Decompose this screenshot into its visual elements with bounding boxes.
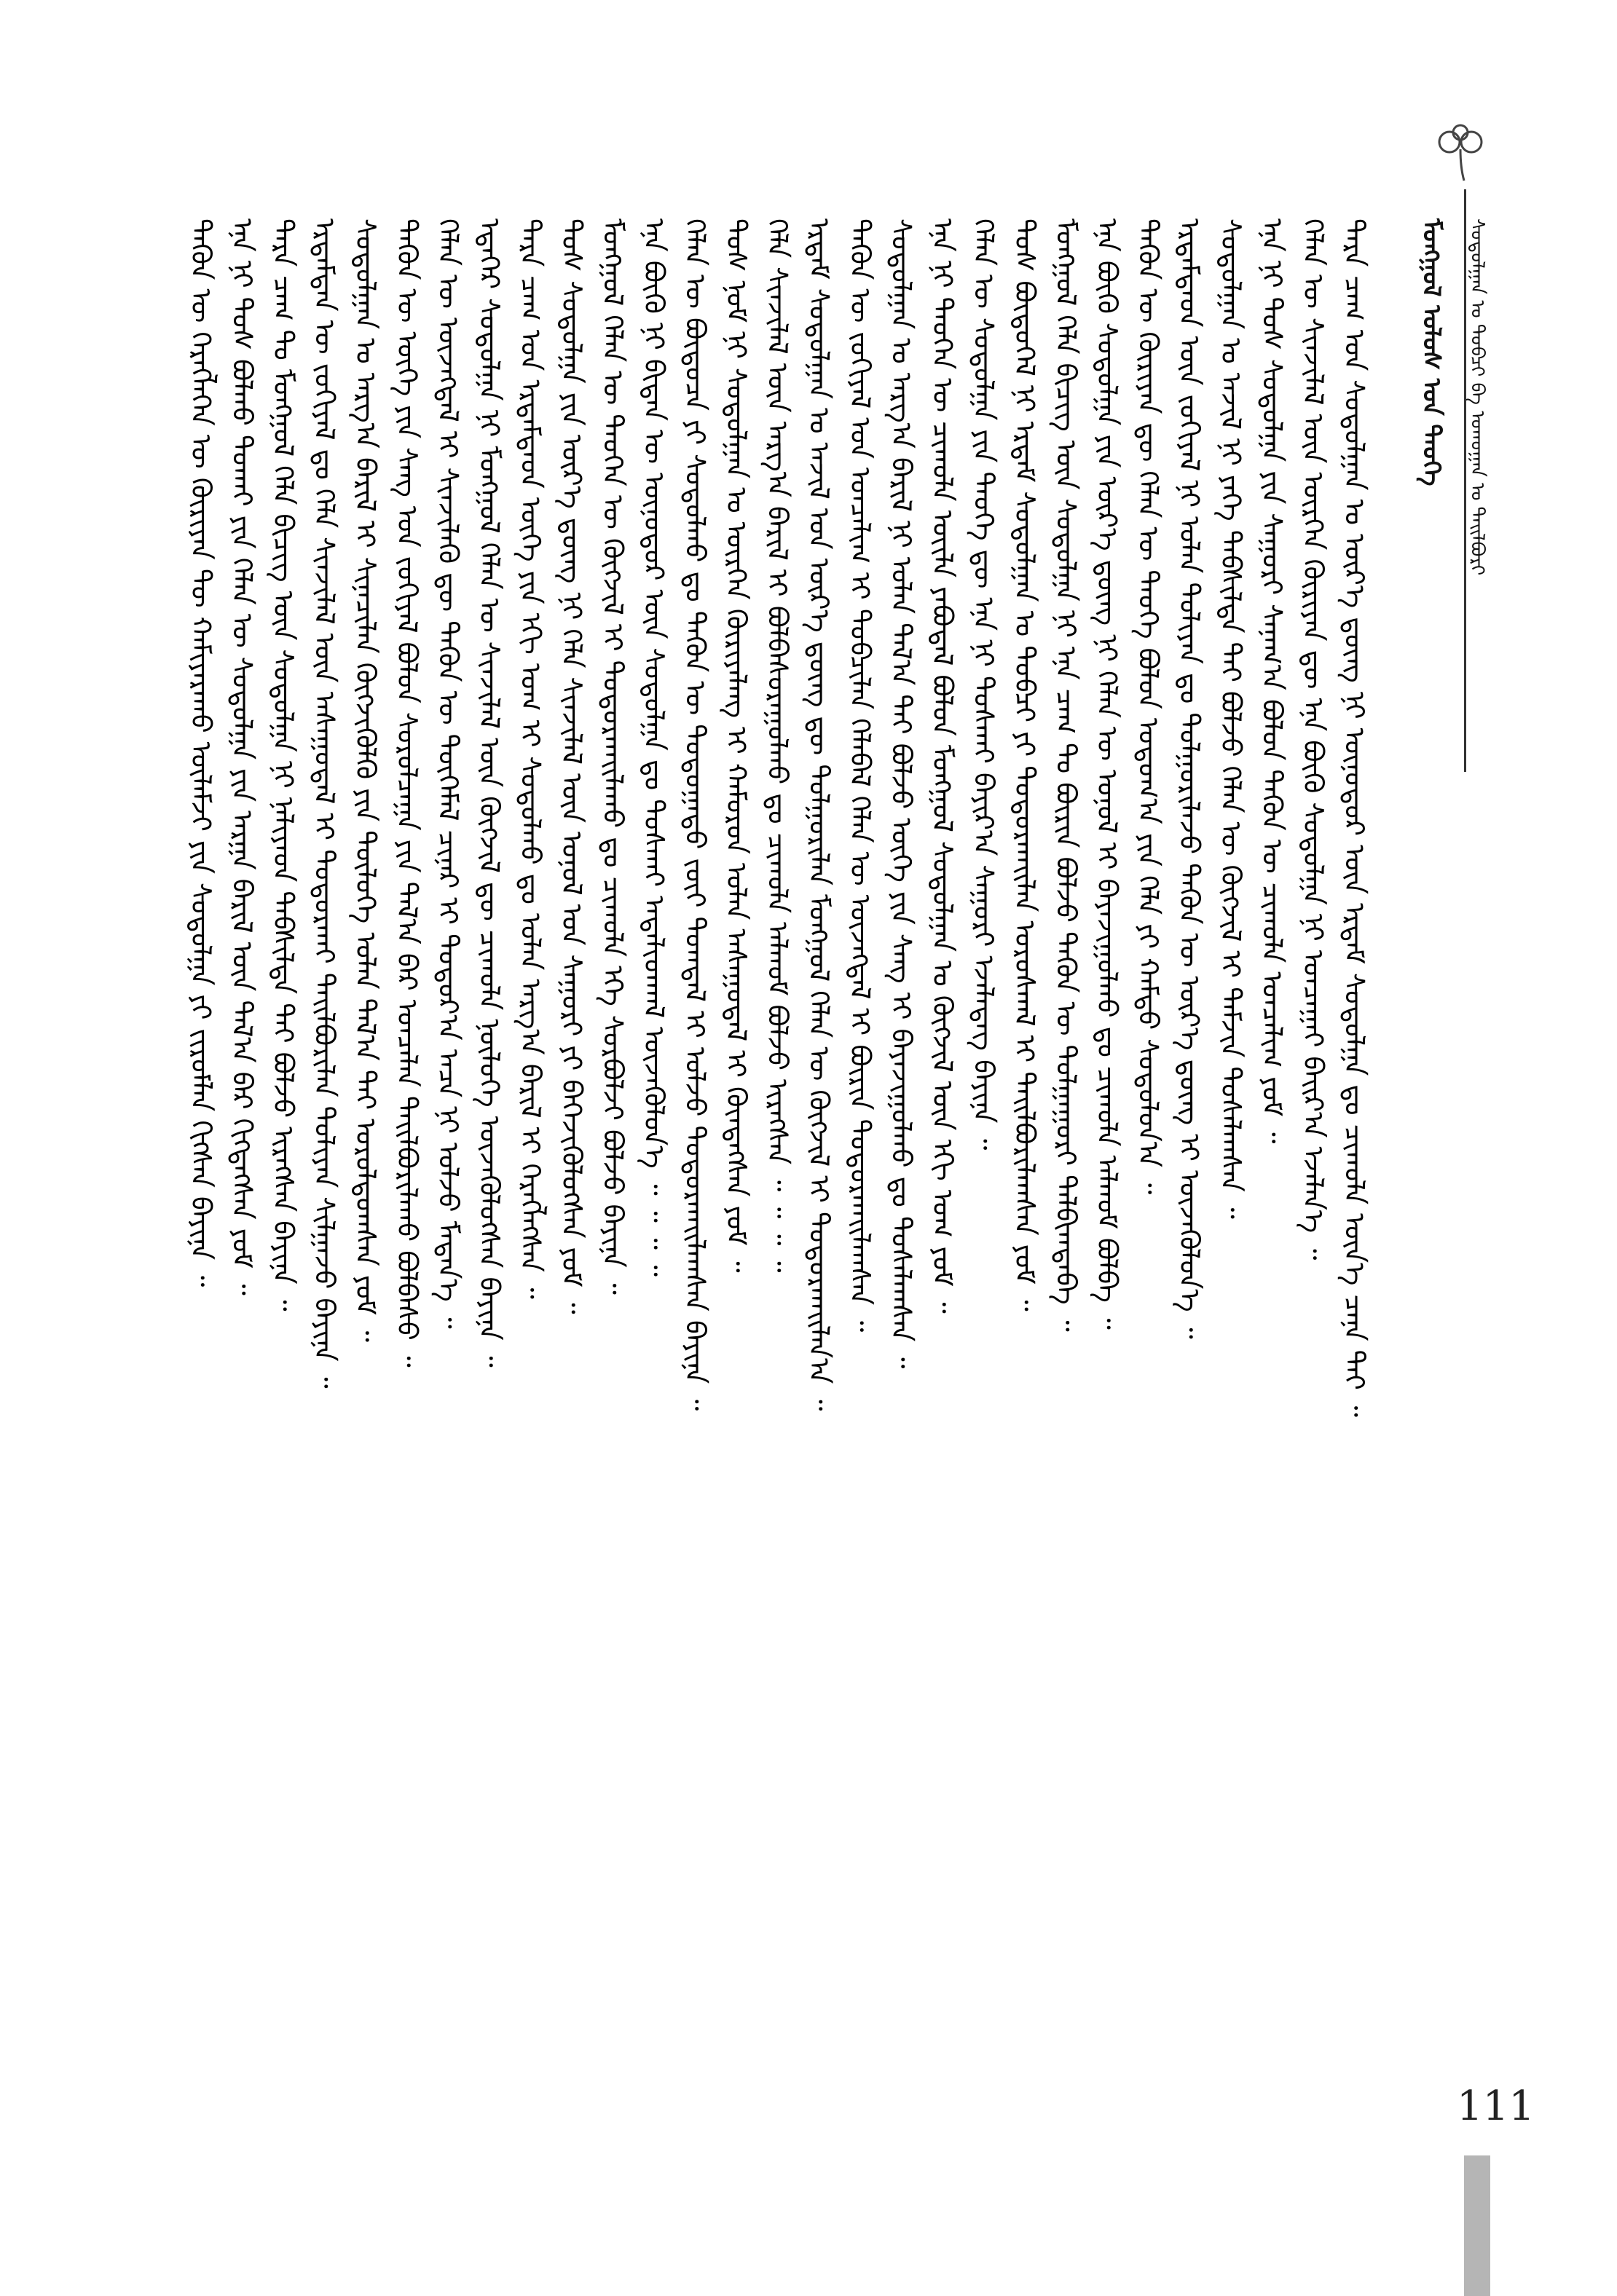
text-column: ᠡᠨᠡ ᠨᠢ ᠲᠤᠰ ᠪᠣᠯᠬᠤ ᠲᠤᠬᠠᠢ ᠶᠢᠨ ᠬᠡᠯᠡᠨ ᠦ ᠰᠤᠳᠤᠯᠭᠠ ᠶᠢᠨ ᠠᠷᠭᠠ ᠪᠠᠷᠢᠯ ᠦᠨ ᠲᠠᠯ᠎ᠠ ᠪᠠᠷ ᠬᠢᠭᠳᠡᠭᠰᠡᠨ ᠶᠤᠮ ᠃	[226, 218, 259, 1295]
text-column: ᠬᠡᠯᠡᠨ ᠦ ᠰᠤᠳᠤᠯᠭᠠ ᠶᠢᠨ ᠲᠡᠦᠬᠡ ᠳᠦ ᠡᠨᠡ ᠨᠢ ᠲᠤᠰᠬᠠᠢ ᠪᠠᠶᠢᠷ᠎ᠠ ᠰᠠᠭᠤᠷᠢ ᠡᠵᠡᠯᠡᠳᠡᠭ ᠪᠠᠶᠢᠨᠠ ᠃	[967, 218, 1000, 1151]
text-column: ᠡᠨᠡ ᠨᠢ ᠲᠡᠦᠬᠡᠨ ᠦ ᠴᠢᠬᠤᠯᠠ ᠦᠢᠯᠡ ᠶᠠᠪᠤᠳᠠᠯ ᠪᠣᠯᠣᠨ ᠮᠣᠩᠭᠣᠯ ᠰᠤᠳᠤᠯᠭᠠᠨ ᠤ ᠬᠥᠭᠵᠢᠯ ᠦᠨ ᠡᠬᠢ ᠤᠭ ᠶᠤᠮ ᠃	[926, 218, 959, 1314]
text-column: ᠰᠤᠳᠤᠯᠭᠠᠨ ᠤ ᠠᠷᠭ᠎ᠠ ᠪᠠᠷᠢᠯ ᠨᠢ ᠣᠯᠠᠨ ᠲᠠᠯ᠎ᠠ ᠲᠠᠢ ᠪᠣᠯᠵᠤ ᠦᠭᠡ ᠶᠢᠨ ᠰᠠᠩ ᠢ ᠪᠠᠶᠠᠵᠢᠭᠤᠯᠬᠤ ᠳᠤ ᠲᠤᠰᠠᠯᠠᠭᠰᠠᠨ ᠃	[885, 218, 918, 1369]
text-column: ᠡᠷᠳᠡᠮ ᠰᠤᠳᠤᠯᠭᠠᠨ ᠤ ᠠᠵᠢᠯ ᠤᠨ ᠦᠷ᠎ᠡ ᠳ᠋ᠦᠩ ᠳᠦ ᠲᠤᠯᠭᠤᠷᠢᠯᠠᠨ ᠮᠣᠩᠭᠣᠯ ᠬᠡᠯᠡᠨ ᠦ ᠬᠥᠭᠵᠢᠯ ᠢ ᠲᠣᠳᠣᠷᠬᠠᠢᠯᠠᠨ᠎ᠠ ᠃	[803, 218, 835, 1411]
text-column: ᠲᠡᠭᠦᠨ ᠦ ᠬᠦᠷᠢᠶᠡᠨ ᠳᠦ ᠬᠡᠯᠡᠨ ᠦ ᠲᠡᠦᠬᠡ ᠪᠣᠯᠣᠨ ᠣᠳᠣᠭ᠎ᠠ ᠶᠢᠨ ᠬᠡᠯᠡ ᠶᠢ ᠬᠠᠮᠲᠤ ᠰᠤᠳᠤᠯᠤᠨ᠎ᠠ ᠃	[1132, 218, 1165, 1195]
page-number: 111	[1457, 2083, 1535, 2130]
text-column: ᠲᠤᠰ ᠨᠣᠮ ᠨᠢ ᠰᠤᠳᠤᠯᠭᠠᠨ ᠤ ᠥᠷᠭᠡᠨ ᠬᠦᠷᠢᠶᠡᠯᠡᠩ ᠢ ᠬᠠᠮᠤᠷᠤᠨ ᠣᠯᠠᠨ ᠠᠰᠠᠭᠤᠳᠠᠯ ᠢ ᠬᠥᠨᠳᠡᠭᠰᠡᠨ ᠶᠤᠮ ᠃	[720, 218, 753, 1273]
text-column: ᠲᠡᠷᠡ ᠴᠠᠭ ᠤᠨ ᠰᠤᠳᠤᠯᠭᠠᠨ ᠤ ᠦᠷ᠎ᠡ ᠳ᠋ᠦᠩ ᠨᠢ ᠥᠨᠥᠳᠦᠷ ᠦᠨ ᠡᠷᠳᠡᠮ ᠰᠤᠳᠤᠯᠭᠠ ᠳᠤ ᠴᠢᠬᠤᠯᠠ ᠦᠨ᠎ᠡ ᠴᠡᠨᠡ ᠲᠠᠢ ᠃	[1338, 218, 1371, 1418]
text-column: ᠡᠳᠡᠭᠡᠷ ᠰᠤᠳᠤᠯᠭᠠ ᠨᠢ ᠮᠣᠩᠭᠣᠯ ᠬᠡᠯᠡᠨ ᠦ ᠰᠢᠨᠵᠢᠯᠡᠯ ᠦᠨ ᠬᠥᠭᠵᠢᠯ ᠳᠦ ᠴᠢᠬᠤᠯᠠ ᠨᠥᠯᠥᠭᠡ ᠦᠵᠡᠭᠦᠯᠦᠭᠰᠡᠨ ᠪᠠᠶᠢᠨᠠ ᠃	[473, 218, 505, 1368]
text-column: ᠮᠣᠩᠭᠣᠯ ᠬᠡᠯᠡᠨ ᠦ ᠲᠡᠦᠬᠡᠨ ᠦ ᠬᠥᠭᠵᠢᠯ ᠢ ᠲᠣᠳᠣᠷᠬᠠᠢᠯᠠᠬᠤ ᠳᠤ ᠴᠢᠬᠤᠯᠠ ᠡᠬᠡ ᠰᠤᠷᠪᠤᠯᠵᠢ ᠪᠣᠯᠵᠤ ᠪᠠᠶᠢᠨᠠ ᠃	[597, 218, 629, 1295]
text-column: ᠬᠡᠯᠡ ᠰᠢᠨᠵᠢᠯᠡᠯ ᠦᠨ ᠠᠷᠭ᠎ᠠ ᠪᠠᠷᠢᠯ ᠢ ᠪᠣᠯᠪᠠᠰᠤᠷᠠᠭᠤᠯᠬᠤ ᠳᠤ ᠴᠢᠬᠤᠯᠠ ᠠᠯᠬᠤᠮ ᠪᠣᠯᠵᠤ ᠢᠷᠡᠭᠰᠡᠨ ᠃ ᠃ ᠃ ᠃	[761, 218, 794, 1273]
text-column: ᠡᠨᠡ ᠪᠦᠬᠦ ᠰᠤᠳᠤᠯᠭᠠ ᠶᠢᠨ ᠦᠷ᠎ᠡ ᠳ᠋ᠦᠩ ᠨᠢ ᠬᠡᠯᠡᠨ ᠦ ᠣᠨᠣᠯ ᠢ ᠪᠠᠶᠠᠵᠢᠭᠤᠯᠬᠤ ᠳᠤ ᠴᠢᠬᠤᠯᠠ ᠠᠯᠬᠤᠮ ᠪᠣᠯᠪᠠ ᠃	[1091, 218, 1124, 1330]
text-column: ᠰᠤᠳᠤᠯᠭᠠᠨ ᠤ ᠠᠷᠭ᠎ᠠ ᠪᠠᠷᠢᠯ ᠢ ᠱᠢᠨᠡᠴᠢᠯᠡᠨ ᠬᠥᠭᠵᠢᠭᠦᠯᠬᠦ ᠶᠢᠨ ᠲᠥᠯᠥᠭᠡ ᠣᠯᠠᠨ ᠲᠠᠯ᠎ᠠ ᠲᠠᠢ ᠣᠷᠣᠯᠳᠤᠭᠰᠠᠨ ᠶᠤᠮ ᠃	[350, 218, 382, 1343]
text-column: ᠲᠡᠭᠦᠨ ᠦ ᠵᠣᠬᠢᠶᠠᠯ ᠤᠨ ᠣᠨᠴᠠᠯᠢᠭ ᠢ ᠲᠣᠪᠴᠢᠯᠠᠨ ᠬᠡᠯᠡᠪᠡᠯ ᠬᠡᠯᠡᠨ ᠦ ᠦᠵᠡᠭᠳᠡᠯ ᠢ ᠪᠦᠷᠢᠨ ᠲᠣᠳᠣᠷᠬᠠᠢᠯᠠᠭᠰᠠᠨ ᠃	[843, 218, 876, 1333]
text-column: ᠡᠷᠳᠡᠮᠲᠡᠳ ᠦᠨ ᠵᠣᠬᠢᠶᠠᠯ ᠨᠢ ᠣᠯᠠᠨ ᠲᠤᠯᠢᠶᠠᠨ ᠳᠤ ᠲᠤᠯᠭᠤᠷᠢᠯᠠᠵᠤ ᠲᠡᠭᠦᠨ ᠦ ᠦᠷ᠎ᠡ ᠳ᠋ᠦᠩ ᠢ ᠦᠵᠡᠭᠦᠯᠦᠨ᠎ᠡ ᠃	[1173, 218, 1206, 1339]
text-column: ᠲᠤᠰ ᠰᠤᠳᠤᠯᠭᠠ ᠶᠢᠨ ᠦᠷ᠎ᠡ ᠳ᠋ᠦᠩ ᠨᠢ ᠬᠡᠯᠡ ᠰᠢᠨᠵᠢᠯᠡᠯ ᠦᠨ ᠣᠨᠣᠯ ᠤᠨ ᠰᠠᠭᠤᠷᠢ ᠶᠢ ᠪᠡᠬᠡᠵᠢᠭᠦᠯᠦᠭᠰᠡᠨ ᠶᠤᠮ ᠃	[555, 218, 588, 1314]
text-column: ᠬᠡᠯᠡᠨ ᠦ ᠪᠦᠲᠦᠴᠡ ᠶᠢ ᠰᠤᠳᠤᠯᠬᠤ ᠳᠤ ᠲᠡᠭᠦᠨ ᠦ ᠳᠣᠲᠣᠭᠠᠳᠤ ᠵᠦᠢ ᠲᠣᠭᠲᠠᠯ ᠢ ᠣᠯᠵᠤ ᠲᠣᠳᠣᠷᠬᠠᠢᠯᠠᠭᠰᠠᠨ ᠪᠠᠶᠢᠨᠠ ᠃	[679, 218, 712, 1411]
text-column: ᠬᠡᠯᠡᠨ ᠦ ᠦᠵᠡᠭᠳᠡᠯ ᠢ ᠰᠢᠨᠵᠢᠯᠡᠬᠦ ᠳᠦ ᠲᠡᠭᠦᠨ ᠦ ᠲᠦᠭᠡᠮᠡᠯ ᠴᠢᠨᠠᠷ ᠢ ᠳᠣᠲᠣᠷ᠎ᠠ ᠠᠴᠠ ᠨᠢ ᠣᠯᠵᠤ ᠮᠡᠳᠡᠨ᠎ᠡ ᠃	[432, 218, 465, 1329]
text-column: ᠡᠷᠳᠡᠮᠲᠡᠨ ᠦ ᠵᠣᠬᠢᠶᠠᠯ ᠳᠤ ᠬᠡᠯᠡ ᠰᠢᠨᠵᠢᠯᠡᠯ ᠦᠨ ᠠᠰᠠᠭᠤᠳᠠᠯ ᠢ ᠲᠣᠳᠣᠷᠬᠠᠢ ᠲᠠᠢᠯᠪᠤᠷᠢᠯᠠᠨ ᠲᠤᠯᠢᠶᠠᠨ ᠰᠢᠯᠭᠠᠵᠤ ᠪᠠᠶᠢᠨᠠ ᠃	[308, 218, 341, 1389]
text-column: ᠡᠨᠡ ᠪᠦᠬᠦ ᠨᠢ ᠪᠢᠳᠡᠨ ᠦ ᠥᠨᠥᠳᠦᠷ ᠦᠨ ᠰᠤᠳᠤᠯᠭᠠ ᠳᠤ ᠲᠤᠰᠬᠠᠢ ᠠᠳᠠᠯᠢᠳᠬᠠᠯ ᠦᠵᠡᠭᠦᠯᠦᠨ᠎ᠡ ᠃ ᠃ ᠃ ᠃	[638, 218, 671, 1277]
text-column: ᠬᠡᠯᠡᠨ ᠦ ᠰᠢᠨᠵᠢᠯᠡᠯ ᠦᠨ ᠥᠷᠭᠡᠨ ᠬᠦᠷᠢᠶᠡᠨ ᠳᠦ ᠡᠨᠡ ᠪᠦᠬᠦ ᠰᠤᠳᠤᠯᠭᠠ ᠨᠢ ᠣᠨᠴᠠᠭᠠᠢ ᠪᠠᠢᠷ᠎ᠠ ᠡᠵᠡᠯᠡᠨ᠎ᠡ ᠃	[1297, 218, 1329, 1261]
text-column: ᠲᠤᠰ ᠪᠦᠲᠦᠭᠡᠯ ᠨᠢ ᠡᠷᠳᠡᠮ ᠰᠤᠳᠤᠯᠭᠠᠨ ᠤ ᠲᠣᠪᠴᠢ ᠶᠢ ᠲᠣᠳᠣᠷᠬᠠᠢᠯᠠᠨ ᠤᠷᠤᠰᠬᠠᠯ ᠢ ᠲᠠᠢᠯᠪᠤᠷᠢᠯᠠᠭᠰᠠᠨ ᠶᠤᠮ ᠃	[1009, 218, 1042, 1311]
edge-tab	[1464, 2155, 1490, 2296]
running-header	[1409, 218, 1519, 1165]
text-column: ᠲᠡᠷᠡ ᠴᠠᠭ ᠤᠨ ᠡᠷᠳᠡᠮᠲᠡᠳ ᠦᠭᠡ ᠶᠢᠨ ᠡᠬᠢ ᠤᠭ ᠢ ᠰᠤᠳᠤᠯᠬᠤ ᠳᠤ ᠣᠯᠠᠨ ᠠᠷᠭ᠎ᠠ ᠪᠠᠷᠢᠯ ᠢ ᠬᠡᠷᠡᠭᠯᠡᠭᠰᠡᠨ ᠃	[514, 218, 547, 1299]
text-column: ᠰᠤᠳᠤᠯᠭᠠᠨ ᠤ ᠠᠵᠢᠯ ᠨᠢ ᠶᠡᠬᠡ ᠳᠡᠪᠰᠢᠯᠲᠡ ᠲᠠᠢ ᠪᠣᠯᠵᠤ ᠬᠡᠯᠡᠨ ᠦ ᠬᠥᠭᠵᠢᠯ ᠢ ᠳᠡᠮᠵᠢᠨ ᠲᠤᠰᠠᠯᠠᠭᠰᠠᠨ ᠃	[1214, 218, 1247, 1219]
header-subtitle: ᠰᠤᠳᠤᠯᠭᠠᠨ ᠤ ᠲᠣᠪᠴᠢ ᠪᠠ ᠤᠬᠤᠭᠠᠨ ᠤ ᠲᠠᠢᠯᠪᠤᠷᠢ	[1466, 218, 1488, 576]
text-column: ᠮᠣᠩᠭᠣᠯ ᠬᠡᠯᠡ ᠪᠢᠴᠢᠭ ᠦᠨ ᠰᠤᠳᠤᠯᠭᠠ ᠨᠢ ᠡᠨᠡ ᠴᠠᠭ ᠲᠤ ᠪᠦᠷᠢᠨ ᠪᠣᠯᠵᠤ ᠲᠡᠭᠦᠨ ᠦ ᠲᠤᠯᠭᠠᠭᠤᠷᠢ ᠲᠠᠯᠪᠢᠭᠳᠠᠪᠠ ᠃	[1050, 218, 1082, 1332]
body-text	[182, 218, 1377, 2257]
text-column: ᠲᠡᠭᠦᠨ ᠦ ᠦᠭᠡ ᠶᠢᠨ ᠰᠠᠩ ᠤᠨ ᠵᠣᠬᠢᠶᠠᠯ ᠪᠣᠯᠣᠨ ᠰᠤᠷᠤᠯᠴᠠᠭᠠ ᠶᠢᠨ ᠲᠠᠯ᠎ᠠ ᠪᠠᠷ ᠣᠨᠴᠠᠯᠠᠨ ᠲᠠᠢᠯᠪᠤᠷᠢᠯᠠᠬᠤ ᠪᠣᠯᠪᠠᠰᠤ ᠃	[390, 218, 423, 1368]
text-column: ᠲᠡᠭᠦᠨ ᠦ ᠬᠡᠷᠡᠭᠯᠡᠭᠡᠨ ᠦ ᠬᠦᠷᠢᠶᠡᠨ ᠲᠦ ᠬᠠᠮᠢᠶᠠᠷᠠᠬᠤ ᠦᠯᠡᠮᠵᠢ ᠶᠢᠨ ᠰᠤᠳᠤᠯᠭᠠ ᠶᠢ ᠵᠢᠷᠤᠮᠯᠠᠨ ᠬᠢᠭᠰᠡᠨ ᠪᠠᠶᠢᠨᠠ ᠃	[185, 218, 217, 1287]
header-title: ᠮᠣᠩᠭᠣᠯ ᠤᠯᠤᠰ ᠤᠨ ᠲᠡᠦᠬᠡ	[1417, 218, 1446, 486]
text-column: ᠡᠨᠡ ᠨᠢ ᠲᠤᠰ ᠰᠤᠳᠤᠯᠭᠠ ᠶᠢᠨ ᠰᠠᠭᠤᠷᠢ ᠰᠠᠨᠠᠭ᠎ᠠ ᠪᠣᠯᠣᠨ ᠲᠡᠭᠦᠨ ᠦ ᠴᠢᠬᠤᠯᠠ ᠣᠨᠴᠠᠯᠢᠭ ᠶᠤᠮ ᠃	[1256, 218, 1289, 1144]
ornament-icon	[1420, 117, 1508, 182]
text-column: ᠲᠡᠷᠡ ᠴᠠᠭ ᠲᠤ ᠮᠣᠩᠭᠣᠯ ᠬᠡᠯᠡ ᠪᠢᠴᠢᠭ ᠦᠨ ᠰᠤᠳᠤᠯᠭᠠ ᠨᠢ ᠨᠡᠯᠢᠶᠡᠳ ᠳᠡᠪᠰᠢᠯᠲᠡ ᠲᠠᠢ ᠪᠣᠯᠵᠤ ᠢᠷᠡᠭᠰᠡᠨ ᠪᠠᠶᠢᠨᠠ ᠃	[267, 218, 300, 1311]
